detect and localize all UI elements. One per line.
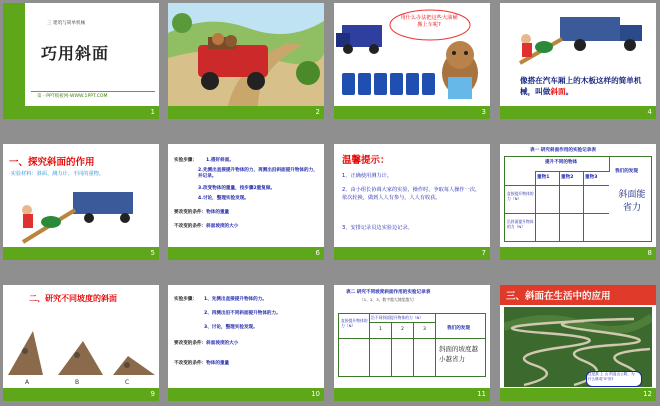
step-1: 1、先测出直接提升物体的力。 — [204, 297, 267, 302]
slide-footer-bar — [500, 106, 656, 119]
keep-value: 斜面坡度的大小 — [206, 224, 239, 229]
table-line — [369, 322, 435, 323]
slope-label-a: A — [25, 379, 30, 386]
col-2: 2 — [401, 327, 404, 332]
slide-thumbnail-7[interactable] — [334, 144, 490, 260]
slide-footer-bar — [168, 106, 324, 119]
col-1: 1 — [379, 327, 382, 332]
slope-label-c: C — [125, 379, 130, 386]
header-col-1: 重物1 — [537, 175, 550, 180]
slide-heading: 一、探究斜面的作用 — [9, 157, 95, 168]
col-group: 沿不同斜面提升物体的力（N） — [371, 315, 424, 320]
table-line — [535, 171, 536, 241]
slide-number: 11 — [477, 390, 486, 398]
slide-footer-bar — [500, 388, 656, 401]
step-3: 3、讨论，整理实验发现。 — [204, 325, 258, 330]
table-line — [413, 322, 414, 376]
divider — [31, 91, 155, 92]
step-4: 4.讨论，整理实验发现。 — [198, 196, 249, 201]
change-condition — [174, 210, 229, 216]
header-find: 我们的发现 — [615, 169, 638, 174]
slide-heading: 二、研究不同坡度的斜面 — [29, 294, 117, 303]
slide-footer-bar — [3, 247, 159, 260]
truck-on-road-illustration — [168, 3, 324, 106]
header-col-3: 重物3 — [585, 175, 598, 180]
change-label: 要改变的条件： — [174, 341, 207, 346]
slide-number: 1 — [150, 108, 155, 116]
materials-text: ·实验材料：斜面、测力计、不同的重物。 — [9, 171, 105, 177]
period-text: 。 — [565, 87, 574, 96]
slide-number: 2 — [315, 108, 320, 116]
slide-footer-bar — [168, 388, 324, 401]
step-2: 2、再测出沿不同斜面提升物体的力。 — [204, 311, 281, 316]
speech-bubble-text: 用什么办法把这些大油桶搬上车呢? — [400, 15, 458, 28]
keep-condition — [174, 361, 229, 367]
finding-text: 斜面的坡度越小越省力 — [439, 345, 478, 363]
tip-1: 1、正确使用测力计。 — [342, 173, 392, 179]
tip-2: 2、由小组长协调大家的实验，操作时，争取每人操作一次，依次轮换，做到人人有参与，人人有收获。 — [342, 187, 481, 201]
finding-text: 斜面能省力 — [618, 190, 646, 213]
step-2: 2.先测出直接提升物体的力，再测出沿斜面提升物体的力，并记录。 — [198, 168, 318, 180]
keep-value: 物体的重量 — [206, 361, 230, 366]
header-col-2: 重物2 — [561, 175, 574, 180]
keep-label: 不改变的条件： — [174, 361, 207, 366]
table-line — [559, 171, 560, 241]
three-slopes-illustration — [3, 311, 159, 381]
slide-number: 8 — [647, 249, 652, 257]
table-line — [435, 314, 436, 376]
slide-number: 7 — [481, 249, 486, 257]
slide-thumbnail-9[interactable] — [3, 285, 159, 401]
steps-title: 实验步骤： — [174, 158, 197, 163]
slide-heading: 温馨提示： — [342, 155, 390, 166]
record-table — [504, 156, 652, 242]
slide-thumbnail-10[interactable] — [168, 285, 324, 401]
table-line — [391, 322, 392, 376]
slide-thumbnail-8[interactable] — [500, 144, 656, 260]
slide-thumbnail-5[interactable] — [3, 144, 159, 260]
change-value: 斜面坡度的大小 — [206, 341, 239, 346]
slide-thumbnail-4[interactable] — [500, 3, 656, 119]
slope-label-b: B — [75, 379, 80, 386]
table-line — [339, 338, 485, 339]
keep-label: 不改变的条件： — [174, 224, 207, 229]
slide-thumbnail-12[interactable] — [500, 285, 656, 401]
change-label: 要改变的条件： — [174, 210, 207, 215]
step-1: 1.搭好斜面。 — [206, 158, 234, 163]
row-label-1: 直接提升物体的力（N） — [507, 191, 534, 201]
change-value: 物体的重量 — [206, 210, 230, 215]
table-line — [505, 213, 609, 214]
slide-footer-bar — [168, 247, 324, 260]
table-title: 表二 研究不同坡度斜面作用的实验记录表 — [346, 290, 431, 295]
slide-number: 12 — [643, 390, 652, 398]
record-table — [338, 313, 486, 377]
slide-number: 3 — [481, 108, 486, 116]
definition-text: 像搭在汽车厢上的木板这样的简单机械，叫做 — [520, 76, 642, 96]
slide-number: 9 — [150, 390, 155, 398]
slide-footer-bar — [334, 106, 490, 119]
slide-number: 6 — [315, 249, 320, 257]
experiment-illustration — [3, 180, 159, 250]
slide-heading: 三、斜面在生活中的应用 — [506, 291, 611, 302]
left-stripe — [3, 3, 25, 119]
slide-footer: 第一PPT模板网-WWW.1PPT.COM — [37, 94, 108, 99]
slide-thumbnail-2[interactable] — [168, 3, 324, 119]
col-direct: 直接提升物体的力（N） — [341, 318, 368, 328]
row-label-2: 沿斜面提升物体的力（N） — [507, 219, 534, 229]
table-line — [369, 314, 370, 376]
change-condition — [174, 341, 238, 347]
slide-title: 巧用斜面 — [41, 44, 110, 63]
loading-barrel-illustration — [500, 3, 656, 73]
slide-text — [520, 75, 654, 97]
slide-number: 4 — [647, 108, 652, 116]
slide-footer-bar — [334, 388, 490, 401]
caption-text: 这是我 上 山 的盘山公路，为什么修成"S"形? — [588, 372, 635, 381]
table-line — [505, 185, 609, 186]
slide-thumbnail-3[interactable] — [334, 3, 490, 119]
slide-footer-bar — [500, 247, 656, 260]
header-top: 提升不同的物体 — [545, 160, 578, 165]
table-title: 表一 研究斜面作用的实验记录表 — [530, 148, 596, 153]
steps-title: 实验步骤： — [174, 297, 197, 302]
keyword-text: 斜面 — [550, 87, 566, 96]
slide-thumbnail-11[interactable] — [334, 285, 490, 401]
slide-thumbnail-1[interactable] — [3, 3, 159, 119]
table-line — [583, 171, 584, 241]
keep-condition — [174, 224, 238, 230]
slide-number: 10 — [311, 390, 320, 398]
slide-footer-bar — [3, 388, 159, 401]
slide-subtitle: 三 建筑与简单机械 — [47, 21, 86, 26]
col-find: 我们的发现 — [447, 326, 470, 331]
slide-footer-bar — [25, 106, 159, 119]
slide-number: 5 — [150, 249, 155, 257]
step-3: 3.改变物体的重量，按步骤2重复做。 — [198, 186, 276, 191]
tip-3: 3、安排记录员边实验边记录。 — [342, 225, 413, 231]
col-3: 3 — [423, 327, 426, 332]
table-subtitle: （1、2、3，数字越大坡度越大） — [360, 297, 417, 302]
slide-thumbnail-6[interactable] — [168, 144, 324, 260]
slide-footer-bar — [334, 247, 490, 260]
